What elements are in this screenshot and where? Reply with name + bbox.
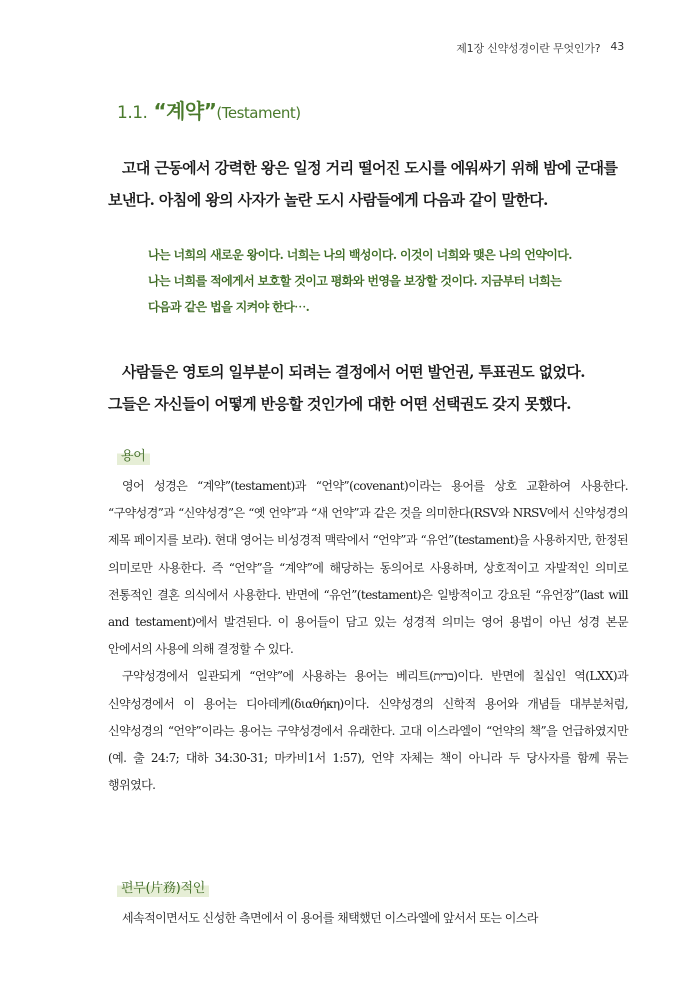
- section-title-english: (Testament): [216, 104, 301, 122]
- terms-paragraph: 구약성경에서 일관되게 “언약”에 사용하는 용어는 베리트(ברית)이다. 반면에 칠십인 역(LXX)과 신약성경에서 이 용어는 디아데케(διαθήκη)이다. 신약성경의 신학적 용어와 개념들 대부분처럼, 신약성경의 “언약”이라는 용어는 구약성경에서 유래한다. 고대 이스라엘이 “언약의 책”을 언급하였지만(예. 출 24:7; 대하 34:30-31; 마카비1서 1:57), 언약 자체는 책이 아니라 두 당사자를 함께 묶는 행위였다.: [108, 669, 628, 793]
- terms-paragraph: 영어 성경은 “계약”(testament)과 “언약”(covenant)이라는 용어를 상호 교환하여 사용한다. “구약성경”과 “신약성경”은 “옛 언약”과 “새 언약”과 같은 것을 의미한다(RSV와 NRSV에서 신약성경의 제목 페이지를 보라). 현대 영어는 비성경적 맥락에서 “언약”과 “유언”(testament)을 사용하지만, 한정된 의미로만 사용한다. 즉 “언약”을 “계약”에 해당하는 동의어로 사용하며, 상호적이고 자발적인 의미로 전통적인 결혼 의식에서 사용한다. 반면에 “유언”(testament)은 일방적이고 강요된 “유언장”(last will and testament)에서 발견된다. 이 용어들이 담고 있는 성경적 의미는 영어 용법이 아닌 성경 본문 안에서의 사용에 의해 결정할 수 있다.: [108, 479, 628, 657]
- section-number: 1.1.: [117, 103, 148, 123]
- terms-body: [108, 473, 628, 799]
- quote-line: 다음과 같은 법을 지켜야 한다⋯.: [148, 300, 310, 314]
- intro-paragraph: 고대 근동에서 강력한 왕은 일정 거리 떨어진 도시를 에워싸기 위해 밤에 군대를 보낸다. 아침에 왕의 사자가 놀란 도시 사람들에게 다음과 같이 말한다.: [108, 159, 618, 209]
- unilateral-body: [108, 905, 628, 932]
- running-header: [456, 40, 624, 56]
- section-title: [117, 95, 301, 124]
- unilateral-paragraph: 세속적이면서도 신성한 측면에서 이 용어를 채택했던 이스라엘에 앞서서 또는 이스라: [122, 911, 538, 925]
- running-title: 제1장 신약성경이란 무엇인가?: [456, 42, 601, 55]
- section-title-word: “계약”: [153, 99, 217, 123]
- king-quote: [148, 242, 618, 320]
- intro-paragraph-2: 사람들은 영토의 일부분이 되려는 결정에서 어떤 발언권, 투표권도 없었다. 그들은 자신들이 어떻게 반응할 것인가에 대한 어떤 선택권도 갖지 못했다.: [108, 363, 585, 413]
- quote-line: 나는 너희를 적에게서 보호할 것이고 평화와 번영을 보장할 것이다. 지금부터 너희는: [148, 274, 562, 288]
- terms-heading: 용어: [117, 444, 150, 465]
- page-number: 43: [610, 40, 624, 53]
- unilateral-heading: 편무(片務)적인: [117, 876, 209, 897]
- quote-line: 나는 너희의 새로운 왕이다. 너희는 나의 백성이다. 이것이 너희와 맺은 나의 언약이다.: [148, 248, 572, 262]
